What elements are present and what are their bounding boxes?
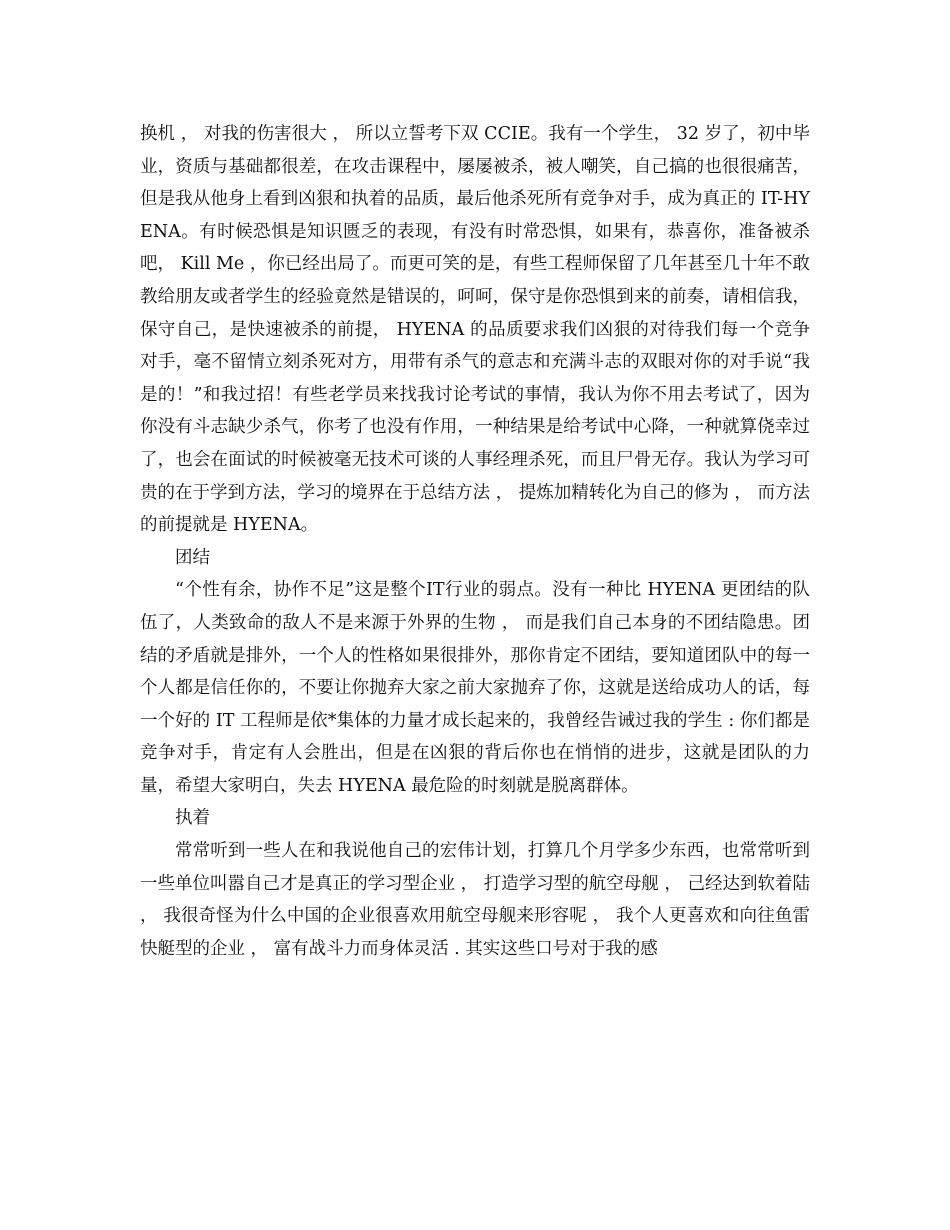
paragraph-hyena-quality: 换机 ， 对我的伤害很大 ， 所以立誓考下双 CCIE。我有一个学生， 32 岁了，初中毕业，资质与基础都很差，在攻击课程中，屡屡被杀，被人嘲笑，自己搞的也很很痛苦，但是我从他身上看到凶狠和执着的品质，最后他杀死所有竞争对手，成为真正的 IT-HYENA。有时候恐惧是知识匮乏的表现，有没有时常恐惧，如果有，恭喜你，准备被杀吧， Kill Me ，你已经出局了。而更可笑的是，有些工程师保留了几年甚至几十年不敢教给朋友或者学生的经验竟然是错误的，呵呵，保守是你恐惧到来的前奏，请相信我，保守自己，是快速被杀的前提， HYENA 的品质要求我们凶狠的对待我们每一个竞争对手，毫不留情立刻杀死对方，用带有杀气的意志和充满斗志的双眼对你的对手说“我是的！”和我过招！有些老学员来找我讨论考试的事情，我认为你不用去考试了，因为你没有斗志缺少杀气，你考了也没有作用，一种结果是给考试中心降，一种就算侥幸过了，也会在面试的时候被毫无技术可谈的人事经理杀死，而且尸骨无存。我认为学习可贵的在于学到方法，学习的境界在于总结方法 ， 提炼加精转化为自己的修为 ， 而方法的前提就是 HYENA。 (140, 124, 810, 536)
document-body (140, 118, 810, 965)
paragraph-persistence: 常常听到一些人在和我说他自己的宏伟计划，打算几个月学多少东西，也常常听到一些单位叫嚣自己才是真正的学习型企业 ， 打造学习型的航空母舰 ， 己经达到软着陆 ， 我很奇怪为什么中国的企业很喜欢用航空母舰来形容呢 ， 我个人更喜欢和向往鱼雷快艇型的企业 ， 富有战斗力而身体灵活 . 其实这些口号对于我的感 (140, 841, 810, 959)
section-heading-persistence: 执着 (175, 808, 210, 829)
paragraph-unity: “个性有余，协作不足”这是整个IT行业的弱点。没有一种比 HYENA 更团结的队伍了，人类致命的敌人不是来源于外界的生物 ， 而是我们自己本身的不团结隐患。团结的矛盾就是排外，一个人的性格如果很排外，那你肯定不团结，要知道团队中的每一个人都是信任你的，不要让你抛弃大家之前大家抛弃了你，这就是送给成功人的话，每一个好的 IT 工程师是依*集体的力量才成长起来的，我曾经告诫过我的学生 : 你们都是竞争对手，肯定有人会胜出，但是在凶狠的背后你也在悄悄的进步，这就是团队的力量，希望大家明白，失去 HYENA 最危险的时刻就是脱离群体。 (140, 580, 810, 796)
section-heading-unity: 团结 (175, 547, 210, 568)
